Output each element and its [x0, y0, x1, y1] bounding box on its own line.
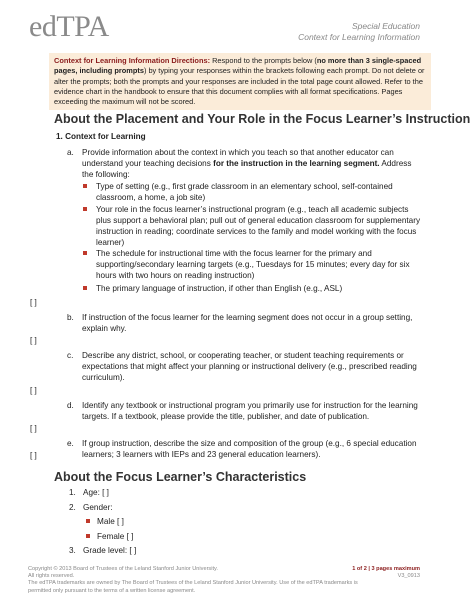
directions-bold: no more than 3 single-spaced pages, including prompts — [54, 56, 422, 76]
response-slot-e[interactable]: [ ] — [30, 451, 37, 460]
directions-label: Context for Learning Information Directions: — [54, 56, 211, 65]
header-titles — [298, 21, 420, 43]
trademark-line: The edTPA trademarks are owned by The Board of Trustees of the Leland Stanford Junior University. Use of the edTPA trademarks is permitted only pursuant to the terms of a written license agreement. — [28, 580, 358, 594]
footer-copyright — [28, 566, 368, 595]
grade-number: 3. — [69, 546, 76, 555]
gender-male-field[interactable] — [86, 517, 124, 526]
edtpa-logo: edTPA — [29, 10, 109, 43]
footer-page-info — [352, 566, 420, 580]
prompt-c-mark: c. — [67, 351, 74, 360]
prompt-a-text-2: Address the following: — [82, 159, 412, 180]
age-number: 1. — [69, 488, 76, 497]
response-slot-b[interactable]: [ ] — [30, 336, 37, 345]
bullet-language: The primary language of instruction, if other than English (e.g., ASL) — [96, 283, 421, 294]
prompt-c — [67, 350, 422, 383]
age-label: Age: [ ] — [83, 488, 109, 497]
directions-text-1: Respond to the prompts below ( — [210, 56, 317, 65]
prompt-a-mark: a. — [67, 148, 74, 157]
grade-level-field[interactable] — [69, 546, 136, 555]
section-learner-title: About the Focus Learner’s Characteristics — [54, 470, 307, 484]
prompt-d-mark: d. — [67, 401, 74, 410]
prompt-a-text: Provide information about the context in which you teach so that another educator can understand your teaching decisions — [82, 148, 394, 169]
directions-box — [49, 53, 431, 110]
prompt-c-text: Describe any district, school, or cooperating teacher, or student teaching requirements or expectations that might affect your planning or instructional delivery (e.g., prescribed reading curriculum). — [82, 351, 417, 383]
prompt-d — [67, 400, 422, 422]
male-bullet — [86, 519, 90, 523]
prompt-e-text: If group instruction, describe the size and composition of the group (e.g., 6 special education learners; 3 learners with IEPs and 23 general education learners). — [82, 439, 417, 460]
male-label: Male [ ] — [97, 517, 124, 526]
prompt-d-text: Identify any textbook or instructional program you primarily use for instruction for the learning targets. If a textbook, please provide the title, publisher, and date of publication. — [82, 401, 418, 422]
prompt-e — [67, 438, 422, 460]
gender-number: 2. — [69, 503, 76, 512]
prompt-b — [67, 312, 422, 334]
response-slot-d[interactable]: [ ] — [30, 424, 37, 433]
gender-label: Gender: — [83, 503, 113, 512]
bullet-schedule: The schedule for instructional time with the focus learner for the primary and supporting/secondary learning targets (e.g., Tuesdays for 15 minutes; every day for six hours with two hours on reading instruction) — [96, 248, 421, 281]
prompt-e-mark: e. — [67, 439, 74, 448]
copyright-line: Copyright © 2013 Board of Trustees of the Leland Stanford Junior University. — [28, 566, 218, 572]
response-slot-c[interactable]: [ ] — [30, 386, 37, 395]
bullet-setting: Type of setting (e.g., first grade classroom in an elementary school, self-contained classroom, a home, a job site) — [96, 181, 421, 203]
prompt-a-bold: for the instruction in the learning segment. — [213, 159, 380, 169]
bullet-role: Your role in the focus learner’s instructional program (e.g., teach all academic subjects plus support a behavioral plan; pull out of general education classroom for supplementary instruction in reading; coordinate services to the family and model working with the focus learner) — [96, 204, 421, 248]
section-placement-title: About the Placement and Your Role in the Focus Learner’s Instruction — [54, 112, 471, 126]
female-label: Female [ ] — [97, 532, 134, 541]
context-for-learning-heading: 1. Context for Learning — [56, 132, 146, 141]
age-field[interactable] — [69, 488, 109, 497]
prompt-b-text: If instruction of the focus learner for the learning segment does not occur in a group setting, explain why. — [82, 313, 413, 334]
female-bullet — [86, 534, 90, 538]
header-line-1: Special Education — [351, 21, 420, 31]
directions-text-2: ) by typing your responses within the brackets following each prompt. Do not delete or alter the prompts; both the prompts and your responses are included in the total page count allowed. Refer to the evidence chart in the handbook to ensure that this document complies with all format specifications. Pages exceeding the maximum will not be scored. — [54, 66, 425, 107]
gender-heading — [69, 503, 113, 512]
rights-line: All rights reserved. — [28, 573, 75, 580]
grade-label: Grade level: [ ] — [83, 546, 137, 555]
header-line-2: Context for Learning Information — [298, 32, 420, 42]
prompt-b-mark: b. — [67, 313, 74, 322]
page-count: 1 of 2 | 3 pages maximum — [352, 566, 420, 572]
prompt-a — [67, 147, 422, 180]
response-slot-a[interactable]: [ ] — [30, 298, 37, 307]
version-code: V3_0913 — [397, 573, 420, 580]
gender-female-field[interactable] — [86, 532, 133, 541]
